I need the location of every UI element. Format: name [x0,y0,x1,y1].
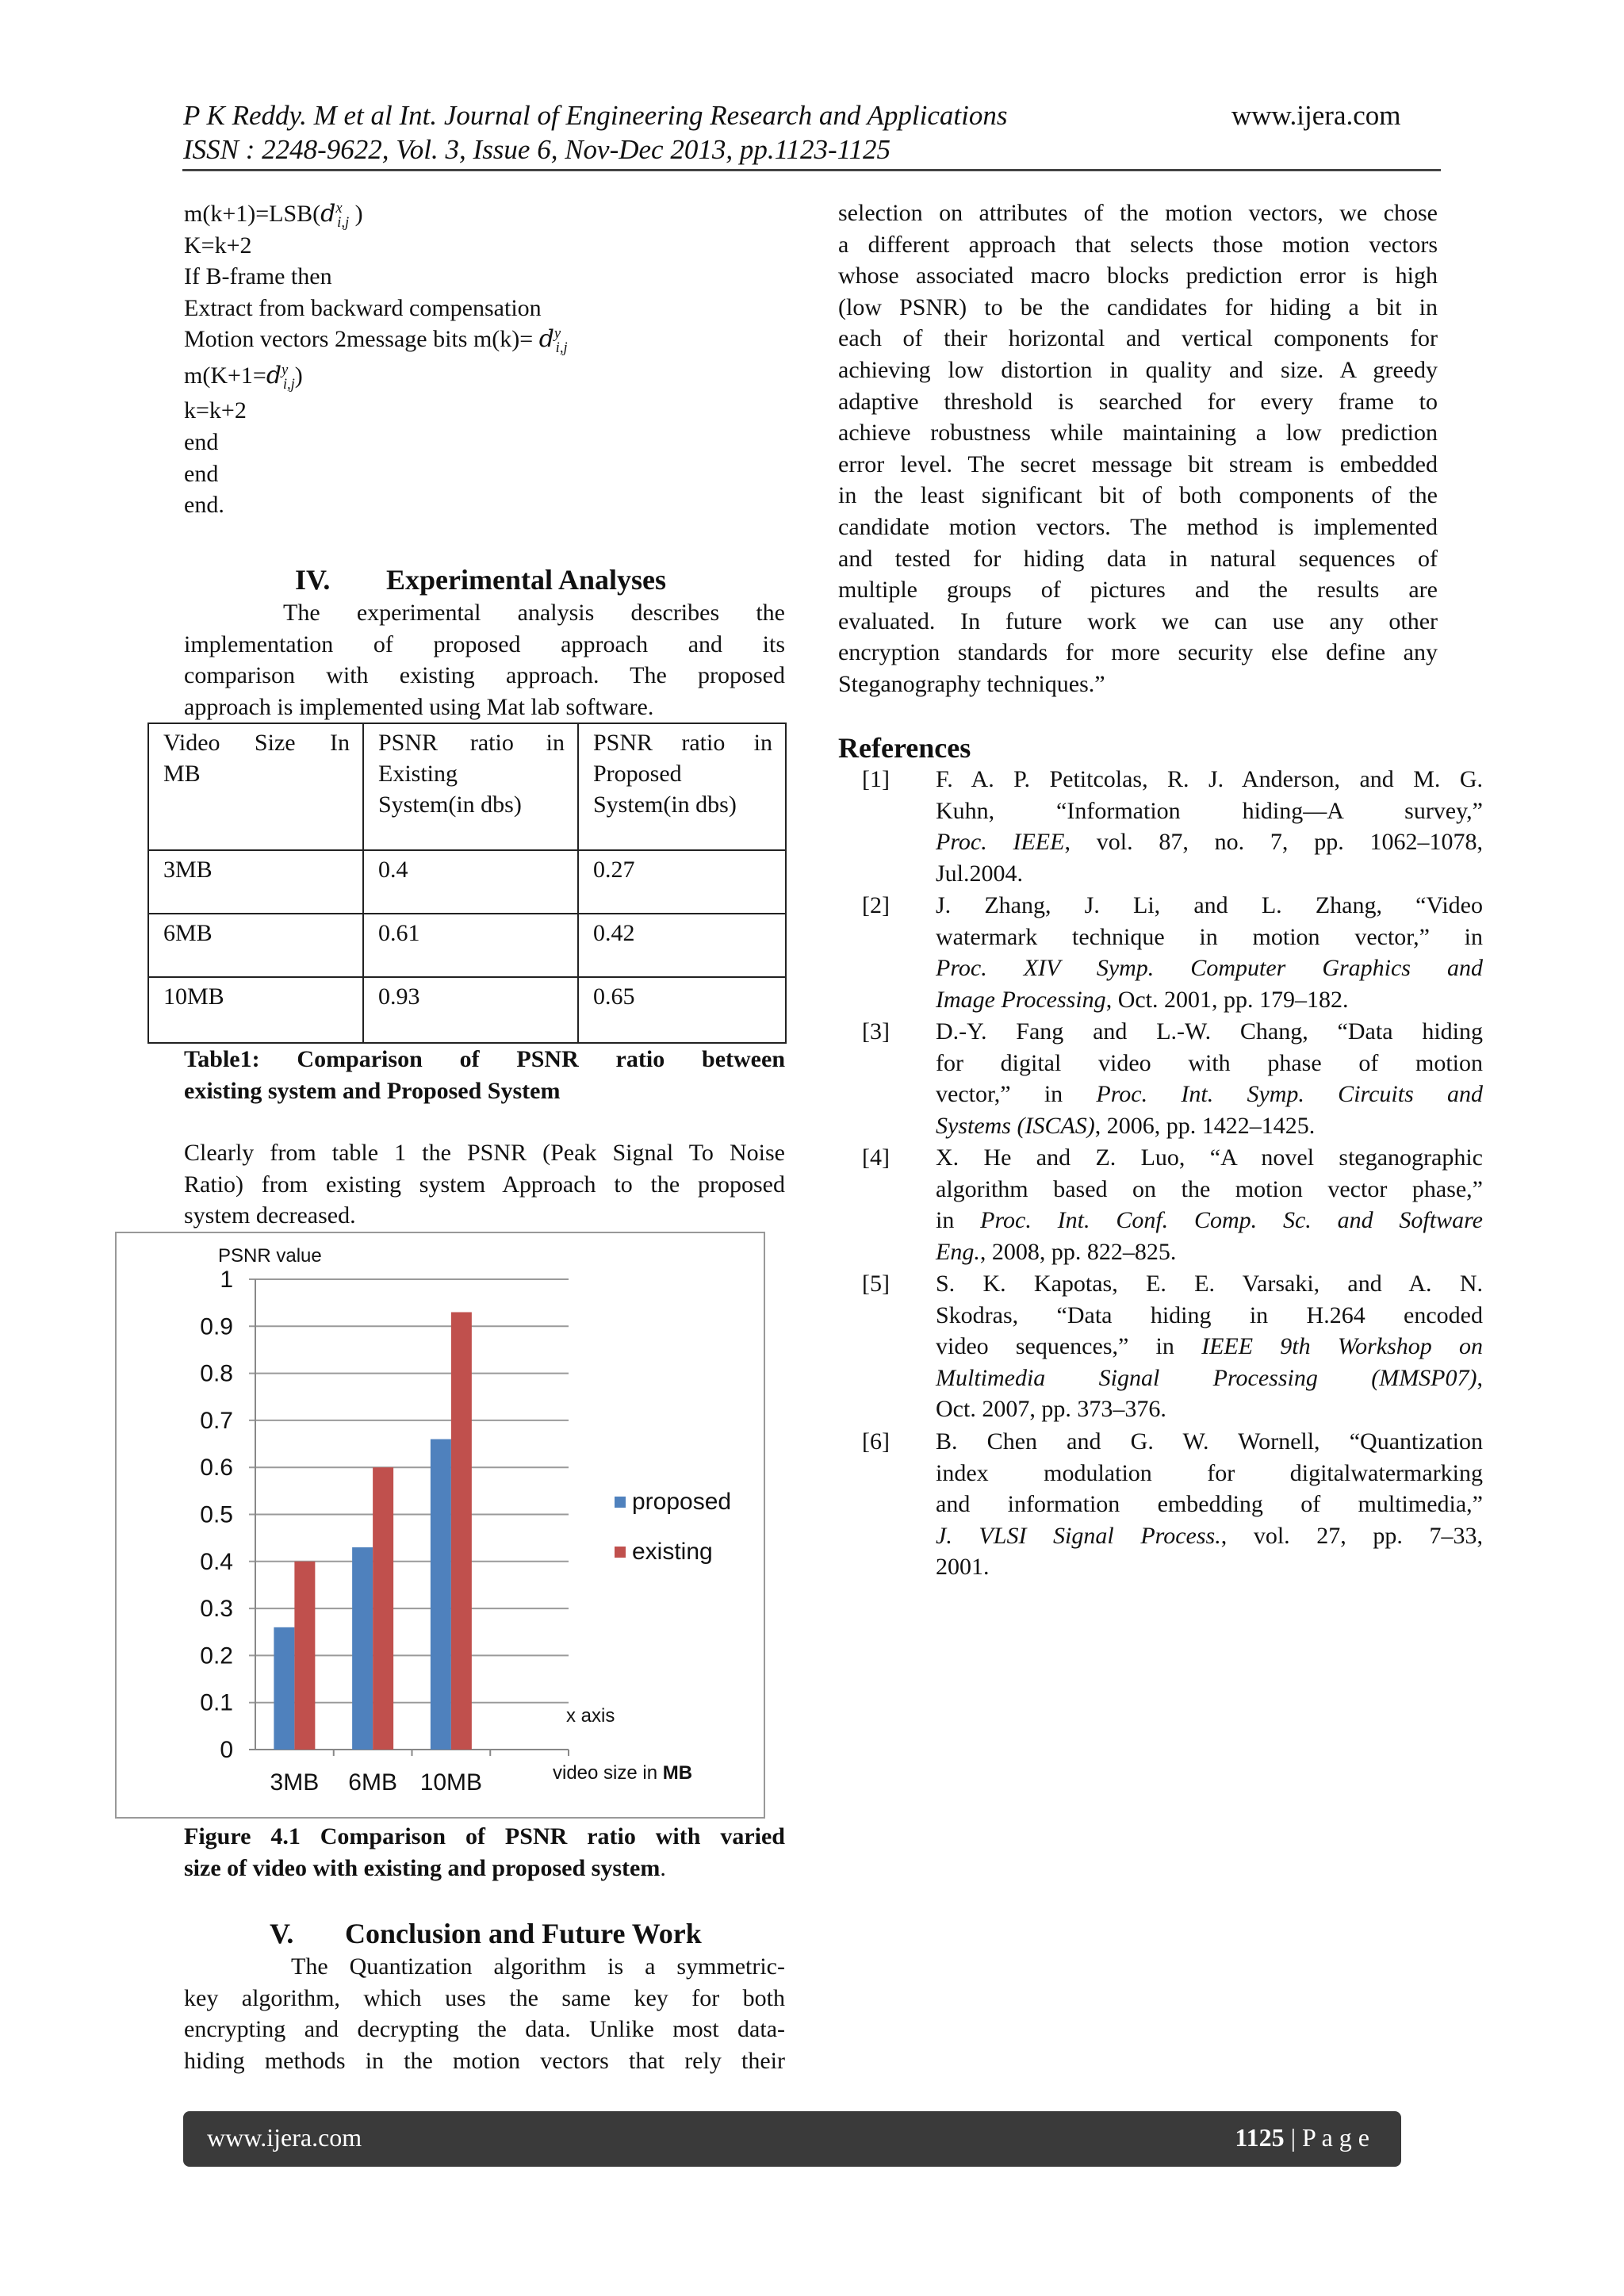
algorithm-line: K=k+2 [184,232,252,259]
paragraph-line: encrypting and decrypting the data. Unlike most data- [184,2016,785,2043]
page-number: 1125 [1235,2123,1285,2152]
header-website[interactable]: www.ijera.com [1231,100,1401,131]
header-issn: ISSN : 2248-9622, Vol. 3, Issue 6, Nov-Dec 2013, pp.1123-1125 [183,134,891,165]
bar-existing [373,1467,393,1750]
table-header-cell: PSNR ratio in Existing System(in dbs) [363,723,578,850]
caption-line: existing system and Proposed System [184,1077,561,1104]
bar-existing [294,1562,315,1750]
paragraph-line: The experimental analysis describes the [283,600,785,626]
legend-swatch-existing [615,1547,626,1558]
table-caption [184,1044,785,1106]
algorithm-line: Extract from backward compensation [184,294,542,321]
legend-swatch-proposed [615,1497,626,1508]
paragraph-line: Clearly from table 1 the PSNR (Peak Signal To Noise [184,1140,785,1166]
section4-number: IV. [295,564,331,596]
x-tick-label: 6MB [348,1769,397,1796]
reference-number: [2] [862,892,890,918]
y-tick-label: 1 [220,1267,233,1293]
reference-number: [6] [862,1428,890,1455]
paragraph-line: evaluated. In future work we can use any other [838,608,1438,634]
section5-title: Conclusion and Future Work [345,1918,702,1949]
table-cell: 10MB [148,977,363,1043]
algorithm-line: end [184,428,219,455]
paragraph-line: Steganography techniques.” [838,670,1105,697]
paragraph-line: error level. The secret message bit stream is embedded [838,450,1438,477]
paragraph-line: system decreased. [184,1202,356,1229]
paragraph-line: selection on attributes of the motion vectors, we chose [838,200,1438,226]
chart-canvas [117,1233,767,1820]
y-tick-label: 0.4 [200,1548,233,1575]
section5-number: V. [270,1918,294,1949]
y-tick-label: 0 [220,1737,233,1763]
caption-line: Table1: Comparison of PSNR ratio between [184,1046,785,1072]
reference-number: [5] [862,1271,890,1297]
bar-proposed [352,1547,373,1750]
paragraph-line: Ratio) from existing system Approach to the proposed [184,1171,785,1198]
x-tick-label: 10MB [419,1769,483,1796]
table-cell: 0.42 [578,914,786,977]
y-tick-label: 0.2 [200,1642,233,1669]
paragraph-line: whose associated macro blocks prediction error is high [838,263,1438,289]
section5-paragraph [184,1951,785,2076]
chart-xlabel-sub: video size in MB [553,1762,693,1784]
paragraph-line: candidate motion vectors. The method is implemented [838,513,1438,540]
y-tick-label: 0.1 [200,1689,233,1716]
chart-xlabel: x axis [566,1705,615,1727]
paragraph-line: each of their horizontal and vertical components for [838,325,1438,352]
table-cell: 3MB [148,850,363,914]
header-journal [183,98,1007,132]
y-tick-label: 0.5 [200,1501,233,1528]
table-cell: 0.4 [363,850,578,914]
table-discussion [184,1137,785,1232]
table-cell: 0.61 [363,914,578,977]
paragraph-line: multiple groups of pictures and the results are [838,577,1438,604]
header-authors-journal: P K Reddy. M et al Int. Journal of Engineering Research and Applications [183,100,1008,131]
algorithm-line: end [184,460,219,487]
paragraph-line: hiding methods in the motion vectors that rely their [184,2047,785,2074]
caption-line: size of video with existing and proposed system. [184,1854,666,1881]
legend-label-proposed: proposed [632,1489,732,1515]
bar-proposed [274,1627,294,1750]
paragraph-line: adaptive threshold is searched for every frame to [838,388,1438,415]
page-footer [183,2111,1401,2167]
psnr-chart [115,1232,765,1819]
algorithm-line: end. [184,492,224,519]
psnr-table [147,723,787,1044]
paragraph-line: comparison with existing approach. The proposed [184,662,785,689]
y-tick-label: 0.9 [200,1313,233,1340]
paragraph-line: encryption standards for more security else define any [838,639,1438,666]
figure-caption [184,1821,785,1884]
section4-title: Experimental Analyses [386,564,667,596]
footer-website[interactable]: www.ijera.com [207,2123,362,2152]
algorithm-line: $m(k+1)=LSB(d^x_{i,j}$ ) [184,200,363,231]
paragraph-line: achieve robustness while maintaining a low prediction [838,420,1438,447]
table-cell: 0.65 [578,977,786,1043]
reference-number: [4] [862,1144,890,1171]
paragraph-line: approach is implemented using Mat lab software. [184,693,654,720]
table-header-cell: Video Size In MB [148,723,363,850]
paragraph-line: (low PSNR) to be the candidates for hiding a bit in [838,293,1438,320]
y-tick-label: 0.6 [200,1455,233,1481]
chart-legend [615,1489,731,1565]
paragraph-line: achieving low distortion in quality and size. A greedy [838,356,1438,383]
table-row [148,977,786,1043]
page-label: | P a g e [1284,2123,1369,2152]
table-row [148,850,786,914]
algorithm-line: Motion vectors 2message bits $m(k)= d^y_{i,j}$ [184,325,568,357]
legend-label-existing: existing [632,1539,713,1565]
right-column-paragraph [838,197,1438,700]
chart-ylabel: PSNR value [218,1245,322,1267]
table-cell: 0.93 [363,977,578,1043]
caption-line: Figure 4.1 Comparison of PSNR ratio with varied [184,1823,785,1849]
bar-proposed [431,1439,451,1750]
table-header-row [148,723,786,850]
y-tick-label: 0.3 [200,1596,233,1623]
bar-existing [451,1313,472,1750]
paragraph-line: The Quantization algorithm is a symmetric- [291,1953,785,1980]
reference-number: [1] [862,766,890,792]
algorithm-line: $m(K+1=d^y_{i,j})$ [184,362,303,393]
paragraph-line: key algorithm, which uses the same key for both [184,1984,785,2011]
y-tick-label: 0.7 [200,1407,233,1434]
algorithm-line: k=k+2 [184,397,247,424]
paragraph-line: implementation of proposed approach and its [184,631,785,657]
table-row [148,914,786,977]
algorithm-block [184,198,787,521]
y-tick-label: 0.8 [200,1360,233,1387]
footer-page [1235,2123,1369,2152]
table-header-cell: PSNR ratio in Proposed System(in dbs) [578,723,786,850]
section4-paragraph [184,597,785,723]
paragraph-line: a different approach that selects those motion vectors [838,231,1438,258]
reference-number: [3] [862,1018,890,1045]
table-cell: 6MB [148,914,363,977]
algorithm-line: If B-frame then [184,263,332,290]
header-rule [182,169,1441,171]
table-cell: 0.27 [578,850,786,914]
references-heading: References [838,732,971,764]
paragraph-line: and tested for hiding data in natural sequences of [838,545,1438,572]
x-tick-label: 3MB [270,1769,320,1796]
paragraph-line: in the least significant bit of both components of the [838,482,1438,509]
bars [274,1313,472,1750]
